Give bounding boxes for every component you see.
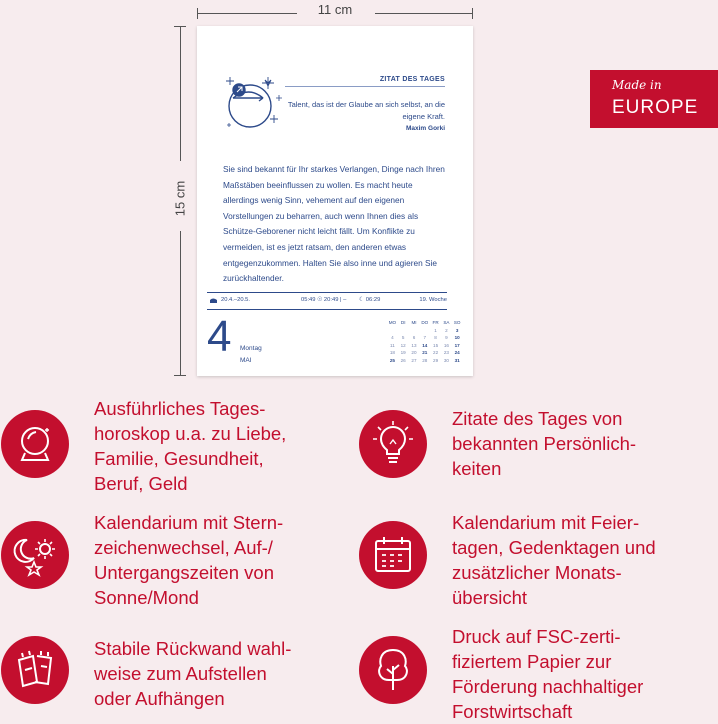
quote-divider bbox=[285, 86, 445, 87]
mini-calendar-day: 2 bbox=[445, 327, 448, 333]
height-dimension bbox=[174, 26, 188, 376]
taurus-icon bbox=[209, 297, 218, 306]
mini-calendar-day bbox=[387, 327, 398, 335]
feature-holidays-text: Kalendarium mit Feier- tagen, Gedenktagen und zusätzlicher Monats- übersicht bbox=[452, 512, 656, 608]
mini-calendar-day: 30 bbox=[443, 357, 449, 363]
mini-calendar-day: 14 bbox=[422, 342, 428, 348]
mini-calendar-day: 9 bbox=[445, 335, 448, 340]
mini-calendar-day bbox=[409, 327, 420, 335]
lightbulb-icon bbox=[359, 410, 427, 478]
mini-calendar-day: 16 bbox=[443, 342, 449, 348]
mini-calendar-day: 27 bbox=[411, 357, 417, 363]
info-row bbox=[207, 292, 447, 310]
mini-calendar-header-cell: MI bbox=[411, 320, 417, 325]
feature-fsc-paper-text: Druck auf FSC-zerti- fiziertem Papier zur Förderung nachhaltiger Forstwirtschaft bbox=[452, 626, 644, 722]
width-label: 11 cm bbox=[317, 2, 353, 17]
mini-calendar-day bbox=[398, 327, 409, 335]
mini-calendar-week bbox=[387, 334, 463, 342]
calendar-stand-icon bbox=[1, 636, 69, 704]
quote-heading: ZITAT DES TAGES bbox=[379, 76, 445, 83]
made-in-europe-badge bbox=[590, 70, 718, 128]
mini-calendar-day: 13 bbox=[411, 342, 417, 348]
month-name: MAI bbox=[240, 357, 252, 364]
calendar-page bbox=[197, 26, 473, 376]
mini-calendar-day: 6 bbox=[412, 335, 416, 340]
calendar-icon bbox=[359, 521, 427, 589]
quote-author: Maxim Gorki bbox=[405, 125, 445, 132]
moon-sun-star-icon bbox=[1, 521, 69, 589]
mini-calendar-header-cell: DI bbox=[400, 320, 406, 325]
badge-line2: EUROPE bbox=[612, 97, 699, 118]
mini-calendar-day: 12 bbox=[400, 342, 406, 348]
feature-quotes-text: Zitate des Tages von bekannten Persönlich- keiten bbox=[452, 408, 637, 479]
crystal-ball-icon bbox=[1, 410, 69, 478]
mini-calendar-header-cell: SO bbox=[453, 320, 461, 325]
mini-calendar-header bbox=[387, 319, 463, 327]
mini-calendar-day: 5 bbox=[401, 335, 405, 340]
tree-icon bbox=[359, 636, 427, 704]
mini-calendar-day: 31 bbox=[454, 357, 460, 363]
mini-calendar-day: 21 bbox=[422, 350, 428, 355]
mini-calendar-day: 29 bbox=[433, 357, 439, 363]
day-name: Montag bbox=[240, 345, 262, 352]
moon-time: ☾ 06:29 bbox=[359, 297, 381, 303]
mini-calendar-day: 1 bbox=[434, 327, 437, 333]
sun-times: 05:49 ☉ 20:49 | – bbox=[301, 297, 347, 303]
mini-calendar-day: 10 bbox=[454, 335, 460, 340]
mini-calendar-day: 4 bbox=[391, 335, 394, 340]
mini-calendar-header-cell: MO bbox=[388, 320, 397, 325]
width-dimension bbox=[197, 2, 473, 18]
mini-calendar-day: 26 bbox=[400, 357, 406, 363]
mini-calendar-day: 28 bbox=[422, 357, 428, 363]
mini-calendar-day: 17 bbox=[454, 342, 460, 348]
mini-calendar-header-cell: SA bbox=[443, 320, 450, 325]
mini-calendar-day: 7 bbox=[423, 335, 427, 340]
week-number: 19. Woche bbox=[419, 297, 447, 303]
mini-calendar-day: 8 bbox=[434, 335, 437, 340]
mini-calendar-day: 23 bbox=[443, 350, 449, 355]
mini-calendar-day: 24 bbox=[454, 350, 460, 355]
mini-calendar-header-cell: FR bbox=[432, 320, 439, 325]
feature-backboard-text: Stabile Rückwand wahl- weise zum Aufstellen oder Aufhängen bbox=[94, 638, 292, 709]
mini-calendar-week bbox=[387, 349, 463, 357]
mini-calendar-day: 3 bbox=[455, 327, 459, 333]
horoscope-text: Sie sind bekannt für Ihr starkes Verlangen, Dinge nach Ihren Maßstäben beeinflussen zu wollen. Es macht heute allerdings wenig Sinn, vehement auf den eigenen Vorstellungen zu beharren, auch wenn Ihnen dies als Schütze-Geborener nicht leicht fällt. Um Konflikte zu vermeiden, ist es jetzt ratsam, den anderen etwas entgegenzukommen. Halten Sie also inne und agieren Sie zurückhaltender. bbox=[223, 164, 445, 284]
mini-calendar-day: 19 bbox=[400, 350, 406, 355]
quote-text: Talent, das ist der Glaube an sich selbst, an die eigene Kraft. bbox=[287, 100, 445, 121]
mini-calendar-header-cell: DO bbox=[421, 320, 429, 325]
mini-calendar-week bbox=[387, 327, 463, 335]
mini-calendar-day bbox=[419, 327, 430, 335]
mini-calendar-day: 18 bbox=[389, 350, 395, 355]
day-number: 4 bbox=[207, 312, 232, 361]
zodiac-dates: 20.4.–20.5. bbox=[221, 297, 251, 303]
mini-calendar-week bbox=[387, 342, 463, 350]
mini-calendar-day: 22 bbox=[433, 350, 439, 355]
feature-zodiac-calendar-text: Kalendarium mit Stern- zeichenwechsel, Auf-/ Untergangszeiten von Sonne/Mond bbox=[94, 512, 284, 608]
mini-calendar-day: 25 bbox=[389, 357, 395, 363]
mini-calendar-week bbox=[387, 357, 463, 365]
mini-calendar-day: 20 bbox=[411, 350, 417, 355]
mini-calendar-day: 11 bbox=[390, 342, 395, 348]
mini-calendar-day: 15 bbox=[433, 342, 439, 348]
feature-horoscope-text: Ausführliches Tages- horoskop u.a. zu Liebe, Familie, Gesundheit, Beruf, Geld bbox=[94, 398, 287, 494]
height-label: 15 cm bbox=[172, 180, 188, 217]
badge-line1: Made in bbox=[612, 78, 662, 92]
mini-calendar bbox=[387, 319, 463, 364]
